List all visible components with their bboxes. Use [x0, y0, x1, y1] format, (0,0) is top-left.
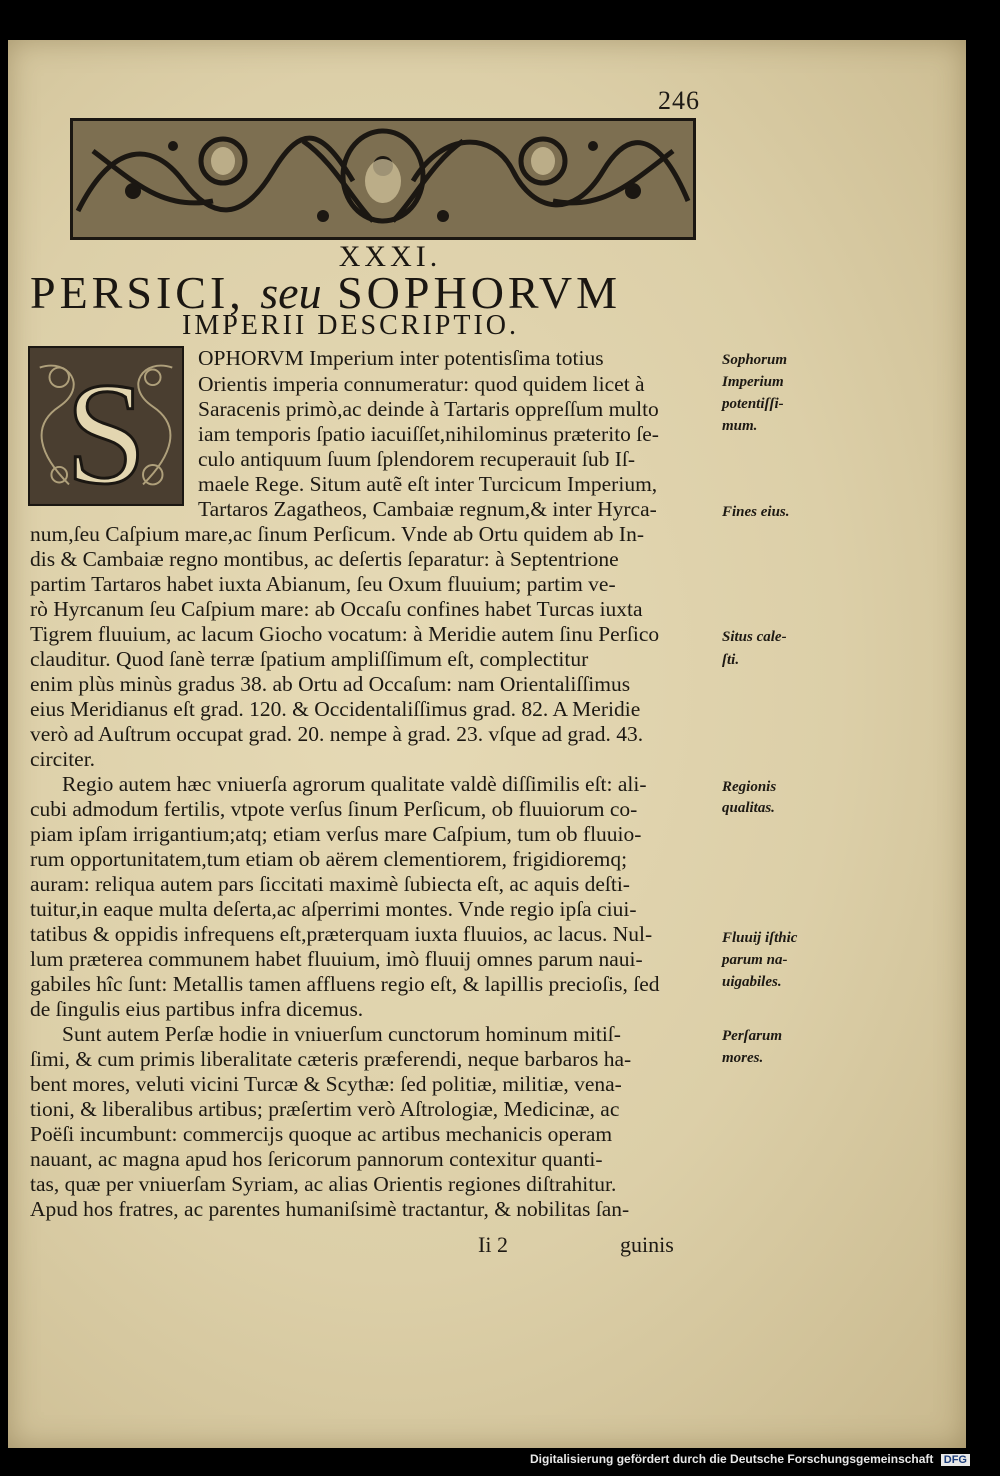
margin-note: Fluuij iſthic	[722, 930, 798, 946]
catchword: guinis	[620, 1232, 674, 1257]
ornament-icon	[73, 121, 693, 237]
text-line: iam temporis ſpatio iacuiſſet,nihilominus præterito ſe-	[198, 422, 659, 446]
text-line: Tartaros Zagatheos, Cambaiæ regnum,& inter Hyrca-	[198, 497, 657, 521]
text-line: clauditur. Quod ſanè terræ ſpatium ampliſſimum eſt, complectitur	[30, 647, 589, 671]
title-part-2: seu	[260, 267, 322, 318]
margin-note: Situs cale-	[722, 629, 787, 645]
margin-note: mum.	[722, 418, 758, 434]
credit-text: Digitalisierung gefördert durch die Deutsche Forschungsgemeinschaft	[530, 1452, 934, 1466]
text-line: enim plùs minùs gradus 38. ab Ortu ad Occaſum: nam Orientaliſſimus	[30, 672, 631, 696]
text-line: rum opportunitatem,tum etiam ob aërem clementiorem, frigidioremq;	[30, 847, 628, 871]
text-line: culo antiquum ſuum ſplendorem recuperauit ſub Iſ-	[198, 447, 636, 471]
text-line: ſimi, & cum primis liberalitate cæteris præferendi, neque barbaros ha-	[30, 1047, 632, 1071]
text-line: maele Rege. Situm autẽ eſt inter Turcicum Imperium,	[198, 472, 658, 496]
text-line: partim Tartaros habet iuxta Abianum, ſeu Oxum fluuium; partim ve-	[30, 572, 616, 596]
text-line: Poëſi incumbunt: commercijs quoque ac artibus mechanicis operam	[30, 1122, 613, 1146]
text-line: tuitur,in eaque multa deſerta,ac aſperrimi montes. Vnde regio ipſa ciui-	[30, 897, 637, 921]
drop-cap-initial	[28, 346, 184, 506]
digitization-credit	[530, 1452, 970, 1466]
text-line: dis & Cambaiæ regno montibus, ac deſertis ſeparatur: à Septentrione	[30, 547, 619, 571]
margin-note: Perſarum	[722, 1028, 782, 1044]
page-number: 246	[658, 86, 700, 115]
text-line: eius Meridianus eſt grad. 120. & Occidentaliſſimus grad. 82. A Meridie	[30, 697, 641, 721]
text-line: de ſingulis eius partibus infra dicemus.	[30, 997, 364, 1021]
dfg-logo: DFG	[941, 1454, 970, 1466]
margin-note: ſti.	[722, 652, 740, 668]
title-part-3: SOPHORVM	[337, 267, 622, 318]
text-line: Apud hos fratres, ac parentes humaniſsimè tractantur, & nobilitas ſan-	[30, 1197, 630, 1221]
text-line: tioni, & liberalibus artibus; præſertim verò Aſtrologiæ, Medicinæ, ac	[30, 1097, 620, 1121]
margin-note: parum na-	[722, 952, 788, 968]
text-line: Regio autem hæc vniuerſa agrorum qualitate valdè diſſimilis eſt: ali-	[62, 772, 647, 796]
text-line: verò ad Auſtrum occupat grad. 20. nempe à grad. 23. vſque ad grad. 43.	[30, 722, 644, 746]
text-line: Orientis imperia connumeratur: quod quidem licet à	[198, 372, 645, 396]
text-line: lum præterea communem habet fluuium, imò fluuij omnes parum naui-	[30, 947, 643, 971]
margin-note: potentiſſi-	[722, 396, 784, 412]
margin-note: Sophorum	[722, 352, 788, 368]
text-line: Tigrem fluuium, ac lacum Giocho vocatum: à Meridie autem ſinu Perſico	[30, 622, 660, 646]
margin-note: qualitas.	[722, 800, 775, 816]
text-line: tatibus & oppidis infrequens eſt,præterquam iuxta fluuios, ac lacus. Nul-	[30, 922, 653, 946]
chapter-subtitle: IMPERII DESCRIPTIO.	[182, 310, 520, 341]
margin-note: Fines eius.	[722, 504, 790, 520]
signature-mark: Ii 2	[478, 1232, 508, 1257]
text-line: rò Hyrcanum ſeu Caſpium mare: ab Occaſu confines habet Turcas iuxta	[30, 597, 643, 621]
margin-note: mores.	[722, 1050, 764, 1066]
drop-cap-letter: S	[65, 352, 147, 504]
margin-note: Regionis	[722, 779, 777, 795]
margin-note: uigabiles.	[722, 974, 782, 990]
text-line: piam ipſam irrigantium;atq; etiam verſus mare Caſpium, tum ob fluuio-	[30, 822, 642, 846]
text-line: num,ſeu Caſpium mare,ac ſinum Perſicum. Vnde ab Ortu quidem ab In-	[30, 522, 644, 546]
text-line: cubi admodum fertilis, vtpote verſus ſinum Perſicum, ob fluuiorum co-	[30, 797, 638, 821]
title-part-1: PERSICI,	[30, 267, 245, 318]
text-line: nauant, ac magna apud hos ſericorum pannorum contexitur quanti-	[30, 1147, 603, 1171]
text-line: OPHORVM Imperium inter potentisſima totius	[198, 346, 604, 370]
text-line: Sunt autem Perſæ hodie in vniuerſum cunctorum hominum mitiſ-	[62, 1022, 621, 1046]
drop-cap-ornament-icon	[30, 348, 182, 504]
text-line: bent mores, veluti vicini Turcæ & Scythæ: ſed politiæ, militiæ, vena-	[30, 1072, 622, 1096]
text-line: tas, quæ per vniuerſam Syriam, ac alias Orientis regiones diſtrahitur.	[30, 1172, 617, 1196]
text-line: auram: reliqua autem pars ſiccitati maximè ſubiecta eſt, ac aquis deſti-	[30, 872, 630, 896]
text-line: Saracenis primò,ac deinde à Tartaris oppreſſum multo	[198, 397, 659, 421]
text-line: gabiles hîc ſunt: Metallis tamen affluens regio eſt, & lapillis precioſis, ſed	[30, 972, 660, 996]
margin-note: Imperium	[722, 374, 784, 390]
text-line: circiter.	[30, 747, 96, 771]
chapter-number: XXXI.	[338, 240, 442, 273]
ornamental-header-banner	[70, 118, 696, 240]
